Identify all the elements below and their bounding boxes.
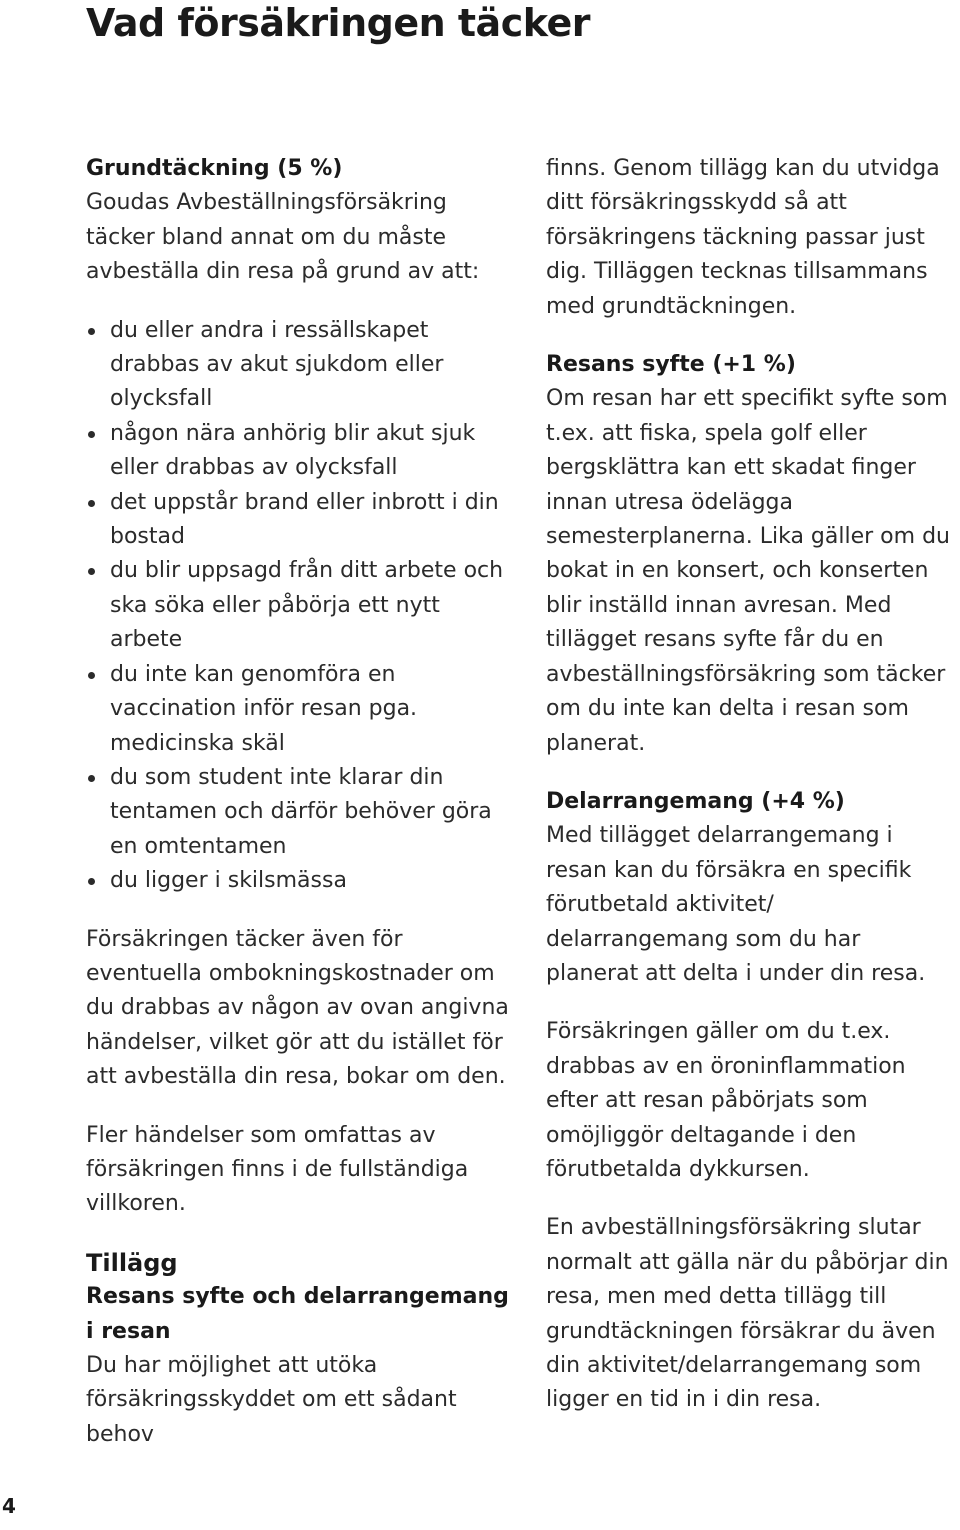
bullet-icon xyxy=(88,672,95,679)
spacer xyxy=(546,1187,956,1211)
partial-arrangement-end: En avbeställningsförsäkring slutar normalt att gälla när du påbörjar din resa, men med detta tillägg till grundtäckningen försäkrar du även din aktivitet/delarrangemang som ligger en tid in i din resa. xyxy=(546,1215,949,1413)
basic-coverage-heading: Grundtäckning (5 %) xyxy=(86,156,343,181)
purpose-text: Om resan har ett specifikt syfte som t.ex. att fiska, spela golf eller bergsklättra kan ett skadat finger innan utresa ödelägga semesterplanerna. Lika gäller om du bokat in en konsert, och konserten blir inställd innan avresan. Med tillägget resans syfte får du en avbeställningsförsäkring som täcker om du inte kan delta i resan som planerat. xyxy=(546,386,950,756)
list-item-text: du ligger i skilsmässa xyxy=(110,868,347,894)
bullet-icon xyxy=(88,878,95,885)
list-item-text: du som student inte klarar din tentamen och därför behöver göra en omtentamen xyxy=(110,764,492,859)
partial-arrangement-example: Försäkringen gäller om du t.ex. drabbas av en öroninflammation efter att resan påbörjats som omöjliggör deltagande i den förutbetalda dykkursen. xyxy=(546,1019,906,1182)
addons-text-continued: finns. Genom tillägg kan du utvidga ditt försäkringsskydd så att försäkringens täckning passar just dig. Tilläggen tecknas tillsammans med grundtäckningen. xyxy=(546,156,940,319)
rebooking-paragraph: Försäkringen täcker även för eventuella ombokningskostnader om du drabbas av någon av ovan angivna händelser, vilket gör att du istället för att avbeställa din resa, bokar om den. xyxy=(86,926,509,1090)
spacer xyxy=(86,1222,511,1246)
bullet-icon xyxy=(88,328,95,335)
list-item-text: du inte kan genomföra en vaccination inför resan pga. medicinska skäl xyxy=(110,661,418,756)
more-events-paragraph: Fler händelser som omfattas av försäkringen finns i de fullständiga villkoren. xyxy=(86,1122,469,1217)
spacer xyxy=(546,324,956,348)
list-item-text: det uppstår brand eller inbrott i din bostad xyxy=(110,489,499,550)
bullet-icon xyxy=(88,431,95,438)
basic-coverage-intro: Goudas Avbeställningsförsäkring täcker bland annat om du måste avbeställa din resa på grund av att: xyxy=(86,190,480,285)
spacer xyxy=(86,1095,511,1119)
list-item xyxy=(86,554,511,657)
list-item xyxy=(86,486,511,555)
bullet-icon xyxy=(88,568,95,575)
list-item-text: någon nära anhörig blir akut sjuk eller drabbas av olycksfall xyxy=(110,420,476,481)
bullet-icon xyxy=(88,500,95,507)
spacer xyxy=(546,991,956,1015)
bullet-icon xyxy=(88,775,95,782)
list-item xyxy=(86,761,511,864)
right-column xyxy=(546,152,956,1418)
page-number: 4 xyxy=(2,1494,16,1518)
addons-text: Du har möjlighet att utöka försäkringsskyddet om ett sådant behov xyxy=(86,1353,457,1447)
coverage-list xyxy=(86,314,511,899)
list-item-text: du blir uppsagd från ditt arbete och ska söka eller påbörja ett nytt arbete xyxy=(110,558,504,653)
addons-subheading: Resans syfte och delarrangemang i resan xyxy=(86,1284,509,1344)
addons-heading: Tillägg xyxy=(86,1248,178,1277)
partial-arrangement-heading: Delarrangemang (+4 %) xyxy=(546,788,845,814)
list-item xyxy=(86,417,511,486)
list-item-text: du eller andra i ressällskapet drabbas av akut sjukdom eller olycksfall xyxy=(110,317,444,412)
spacer xyxy=(86,290,511,314)
spacer xyxy=(546,761,956,785)
list-item xyxy=(86,658,511,761)
list-item xyxy=(86,864,511,898)
partial-arrangement-text: Med tillägget delarrangemang i resan kan du försäkra en specifik förutbetald aktivitet/ delarrangemang som du har planerat att delta i under din resa. xyxy=(546,823,926,986)
page-title: Vad försäkringen täcker xyxy=(86,1,590,45)
list-item xyxy=(86,314,511,417)
purpose-heading: Resans syfte (+1 %) xyxy=(546,352,796,378)
left-column xyxy=(86,152,511,1452)
spacer xyxy=(86,899,511,923)
